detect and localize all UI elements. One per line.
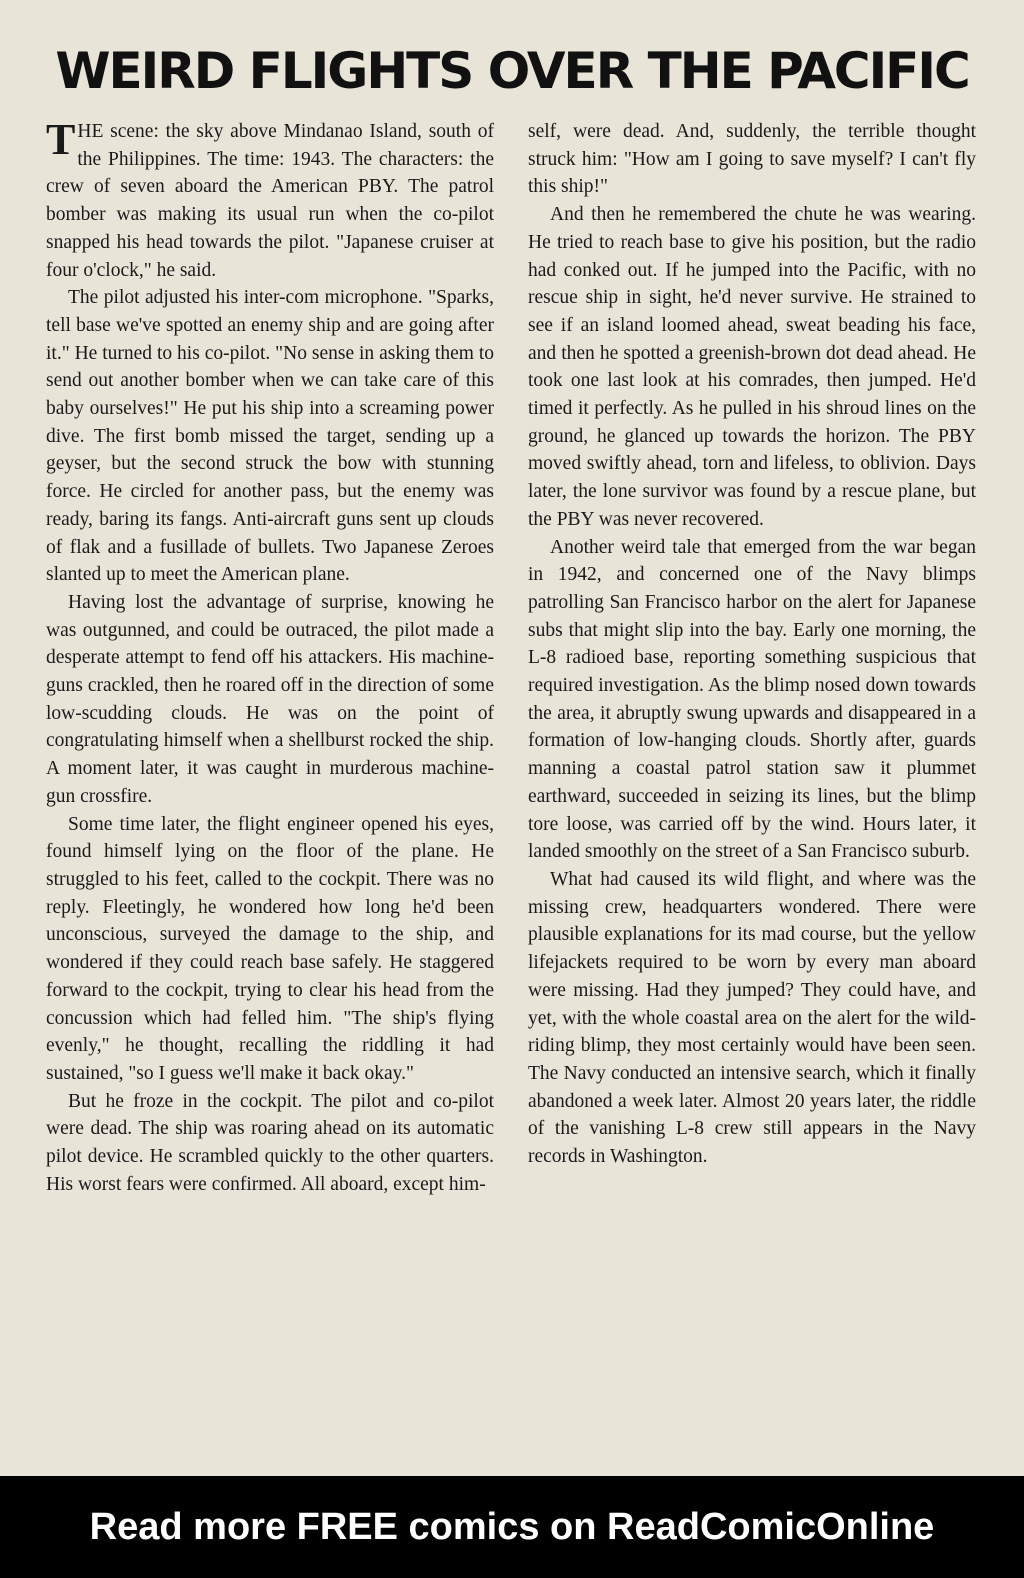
paragraph: Another weird tale that emerged from the war began in 1942, and concerned one of the Navy blimps patrolling San Francisco harbor on the alert for Japanese subs that might slip into the bay. Early one morning, the L-8 radioed base, reporting something suspicious that required investigation. As the blimp nosed down towards the area, it abruptly swung upwards and disappeared in a formation of low-hanging clouds. Shortly after, guards manning a coastal patrol station saw it plummet earthward, succeeded in seizing its lines, but the blimp tore loose, was carried off by the wind. Hours later, it landed smoothly on the street of a San Francisco suburb. <box>528 536 976 863</box>
paragraph: And then he remembered the chute he was wearing. He tried to reach base to give his position, but the radio had conked out. If he jumped into the Pacific, with no rescue ship in sight, he'd never survive. He strained to see if an island loomed ahead, sweat beading his face, and then he spotted a greenish-brown dot dead ahead. He took one last look at his comrades, then jumped. He'd timed it perfectly. As he pulled in his shroud lines on the ground, he glanced up towards the horizon. The PBY moved swiftly ahead, torn and lifeless, to oblivion. Days later, the lone survivor was found by a rescue plane, but the PBY was never recovered. <box>528 204 976 530</box>
paragraph <box>46 118 494 284</box>
left-column <box>46 118 494 1438</box>
paragraph: Some time later, the flight engineer opened his eyes, found himself lying on the floor of the plane. He struggled to his feet, called to the cockpit. There was no reply. Fleetingly, he wondered how long he'd been unconscious, surveyed the damage to the ship, and wondered if they could reach base safely. He staggered forward to the cockpit, trying to clear his head from the concussion which had felled him. "The ship's flying evenly," he thought, recalling the riddling it had sustained, "so I guess we'll make it back okay." <box>46 813 494 1084</box>
promo-banner[interactable] <box>0 1476 1024 1578</box>
right-column <box>528 118 976 1438</box>
article-title: WEIRD FLIGHTS OVER THE PACIFIC <box>55 42 969 100</box>
drop-cap: T <box>46 118 76 164</box>
paragraph: But he froze in the cockpit. The pilot and co-pilot were dead. The ship was roaring ahead on its automatic pilot device. He scrambled quickly to the other quarters. His worst fears were confirmed. All aboard, except him- <box>46 1090 494 1195</box>
paragraph: self, were dead. And, suddenly, the terrible thought struck him: "How am I going to save myself? I can't fly this ship!" <box>528 121 976 198</box>
paragraph: Having lost the advantage of surprise, knowing he was outgunned, and could be outraced, the pilot made a desperate attempt to fend off his attackers. His machine-guns crackled, then he roared off in the direction of some low-scudding clouds. He was on the point of congratulating himself when a shellburst rocked the ship. A moment later, it was caught in murderous machine-gun crossfire. <box>46 591 494 807</box>
paragraph: The pilot adjusted his inter-com microphone. "Sparks, tell base we've spotted an enemy ship and are going after it." He turned to his co-pilot. "No sense in asking them to send out another bomber when we can take care of this baby ourselves!" He put his ship into a screaming power dive. The first bomb missed the target, sending up a geyser, but the second struck the bow with stunning force. He circled for another pass, but the enemy was ready, baring its fangs. Anti-aircraft guns sent up clouds of flak and a fusillade of bullets. Two Japanese Zeroes slanted up to meet the American plane. <box>46 287 494 586</box>
paragraph: What had caused its wild flight, and where was the missing crew, headquarters wondered. There were plausible explanations for its mad course, but the yellow lifejackets required to be worn by every man aboard were missing. Had they jumped? They could have, and yet, with the whole coastal area on the alert for the wild-riding blimp, they most certainly would have been seen. The Navy conducted an intensive search, which it finally abandoned a week later. Almost 20 years later, the riddle of the vanishing L-8 crew still appears in the Navy records in Washington. <box>528 868 976 1168</box>
banner-text[interactable]: Read more FREE comics on ReadComicOnline <box>89 1505 935 1548</box>
paragraph-text: HE scene: the sky above Mindanao Island, south of the Philippines. The time: 1943. The characters: the crew of seven aboard the American PBY. The patrol bomber was making its usual run when the co-pilot snapped his head towards the pilot. "Japanese cruiser at four o'clock," he said. <box>46 121 494 281</box>
